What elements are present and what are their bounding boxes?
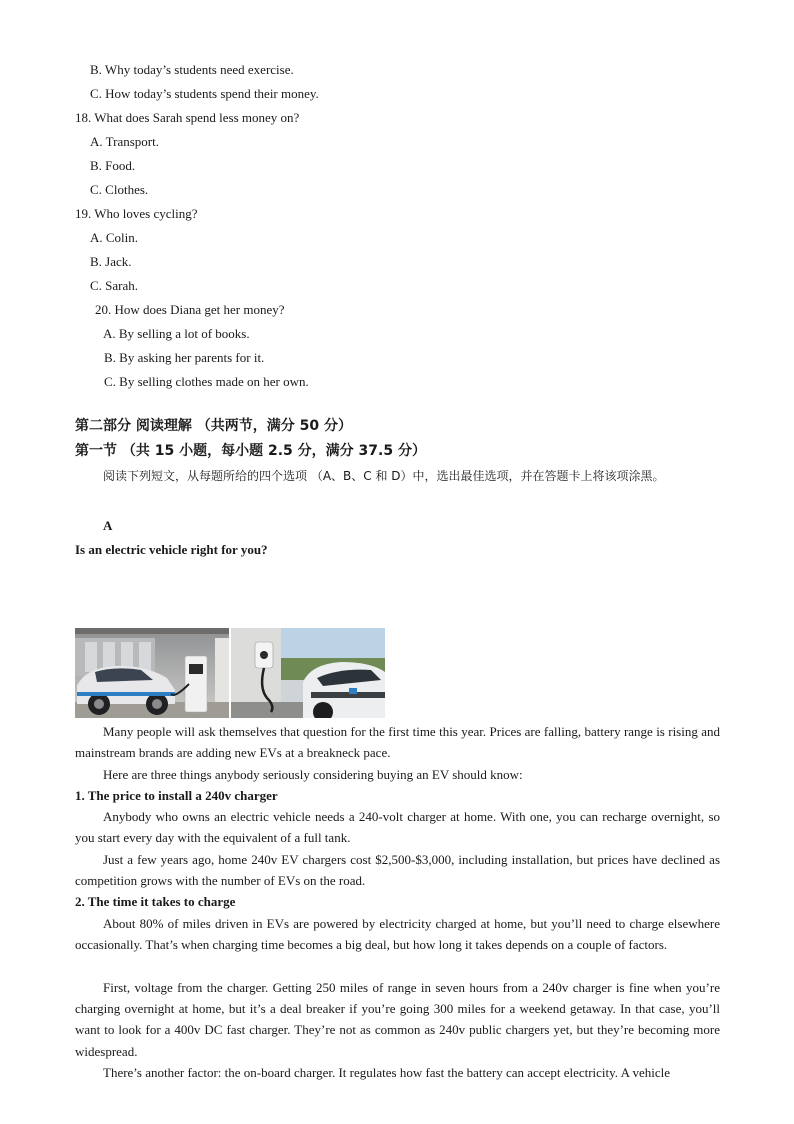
ev-charging-image (231, 628, 385, 718)
paragraph-charger-cost: Just a few years ago, home 240v EV chargers cost $2,500-$3,000, including installation, but prices have declined as competition grows with the number of EVs on the road. (75, 852, 720, 889)
q18-option-a: A. Transport. (90, 134, 159, 149)
q18-option-b: B. Food. (90, 158, 136, 173)
passage-title: Is an electric vehicle right for you? (75, 542, 268, 557)
reading-instruction: 阅读下列短文，从每题所给的四个选项 （A、B、C 和 D）中，选出最佳选项，并在答题卡上将该项涂黑。 (103, 469, 665, 483)
intro-paragraph-2: Here are three things anybody seriously considering buying an EV should know: (103, 767, 523, 782)
q19-question: 19. Who loves cycling? (75, 206, 198, 221)
paragraph-voltage: First, voltage from the charger. Getting 250 miles of range in seven hours from a 240v charger is fine when you’re charging overnight at home, but it’s a deal breaker if you’re going 300 miles for a weekend getaway. In that case, you’ll want to look for a 400v DC fast charger. They’re not as common as 240v public chargers yet, but they’re becoming more widespread. (75, 980, 720, 1059)
paragraph-charger-need: Anybody who owns an electric vehicle needs a 240-volt charger at home. With one, you can recharge overnight, so you start every day with the equivalent of a full tank. (75, 809, 720, 846)
passage-label: A (103, 518, 113, 533)
part2-heading: 第二部分 阅读理解 （共两节，满分 50 分） (75, 418, 352, 434)
q20-option-b: B. By asking her parents for it. (104, 350, 265, 365)
subheading-charger-price: 1. The price to install a 240v charger (75, 788, 278, 803)
q19-option-b: B. Jack. (90, 254, 132, 269)
q20-option-a: A. By selling a lot of books. (103, 326, 250, 341)
subheading-charge-time: 2. The time it takes to charge (75, 894, 236, 909)
q19-option-c: C. Sarah. (90, 278, 139, 293)
q20-option-c: C. By selling clothes made on her own. (104, 374, 309, 389)
q20-question: 20. How does Diana get her money? (95, 302, 285, 317)
paragraph-onboard-charger: There’s another factor: the on-board charger. It regulates how fast the battery can accept electricity. A vehicle (103, 1065, 671, 1080)
section1-heading: 第一节 （共 15 小题，每小题 2.5 分，满分 37.5 分） (75, 443, 426, 459)
q19-option-a: A. Colin. (90, 230, 139, 245)
q18-option-c: C. Clothes. (90, 182, 149, 197)
paragraph-charge-elsewhere: About 80% of miles driven in EVs are powered by electricity charged at home, but you’ll need to charge elsewhere occasionally. That’s when charging time becomes a big deal, but how long it takes depends on a couple of factors. (75, 916, 720, 953)
q17-option-b: B. Why today’s students need exercise. (90, 62, 294, 77)
ev-showroom-image (75, 628, 229, 718)
q18-question: 18. What does Sarah spend less money on? (75, 110, 300, 125)
ev-charging-photo (231, 628, 385, 718)
intro-paragraph-1: Many people will ask themselves that question for the first time this year. Prices are falling, battery range is rising and mainstream brands are adding new EVs at a breakneck pace. (75, 724, 720, 761)
q17-option-c: C. How today’s students spend their money. (90, 86, 319, 101)
ev-showroom-photo (75, 628, 229, 718)
